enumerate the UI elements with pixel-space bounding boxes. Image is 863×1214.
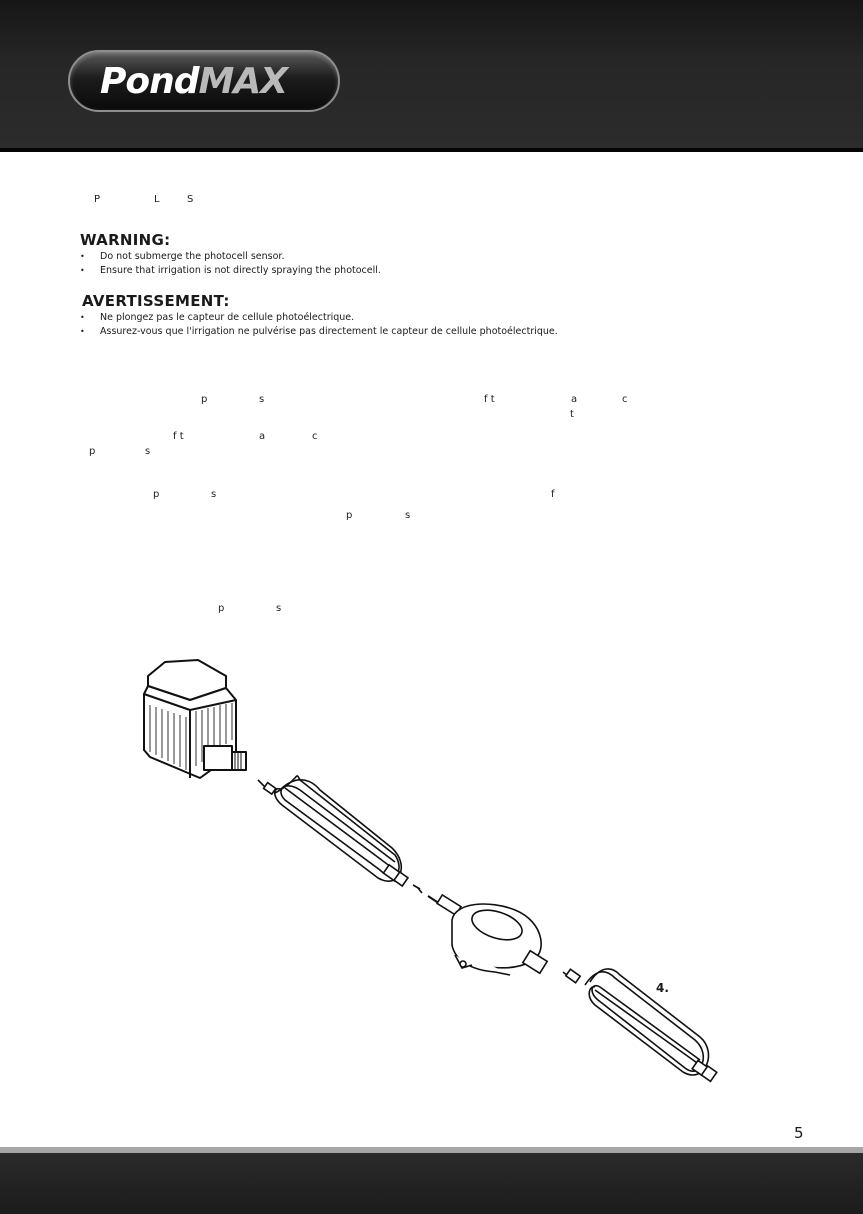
text-fragment: a (571, 394, 578, 405)
text-fragment: t (570, 409, 574, 420)
warning-item: • Do not submerge the photocell sensor. (80, 250, 381, 264)
text-fragment: p (201, 394, 208, 405)
text-fragment: s (405, 510, 411, 521)
text-fragment: s (211, 489, 217, 500)
extension-cable-illustration (258, 776, 408, 886)
text-fragment: s (276, 603, 282, 614)
page-number: 5 (794, 1124, 804, 1142)
avertissement-item: • Assurez-vous que l'irrigation ne pulvérise pas directement le capteur de cellule photoélectrique. (80, 325, 558, 339)
text-fragment: p (346, 510, 353, 521)
text-fragment: s (259, 394, 265, 405)
text-fragment: f t (173, 431, 184, 442)
logo-text-pond: Pond (100, 61, 199, 102)
warning-item: • Ensure that irrigation is not directly spraying the photocell. (80, 264, 381, 278)
photocell-sensor-illustration (413, 885, 547, 975)
text-fragment: s (145, 446, 151, 457)
warning-title: WARNING: (80, 231, 171, 249)
text-fragment: p (153, 489, 160, 500)
avertissement-item: • Ne plongez pas le capteur de cellule photoélectrique. (80, 311, 558, 325)
text-fragment: f t (484, 394, 495, 405)
text-fragment: L (154, 194, 160, 205)
text-fragment: S (187, 194, 194, 205)
page-footer (0, 1153, 863, 1214)
text-fragment: c (622, 394, 628, 405)
text-fragment: P (94, 194, 101, 205)
text-fragment: f (551, 489, 555, 500)
extension-cable-illustration (563, 969, 717, 1081)
text-fragment: a (259, 431, 266, 442)
step-number-label: 4. (656, 981, 669, 995)
avertissement-title: AVERTISSEMENT: (82, 292, 230, 310)
logo-text-max: MAX (198, 61, 287, 102)
text-fragment: p (89, 446, 96, 457)
text-fragment: c (312, 431, 318, 442)
text-fragment: p (218, 603, 225, 614)
transformer-illustration (144, 660, 246, 778)
